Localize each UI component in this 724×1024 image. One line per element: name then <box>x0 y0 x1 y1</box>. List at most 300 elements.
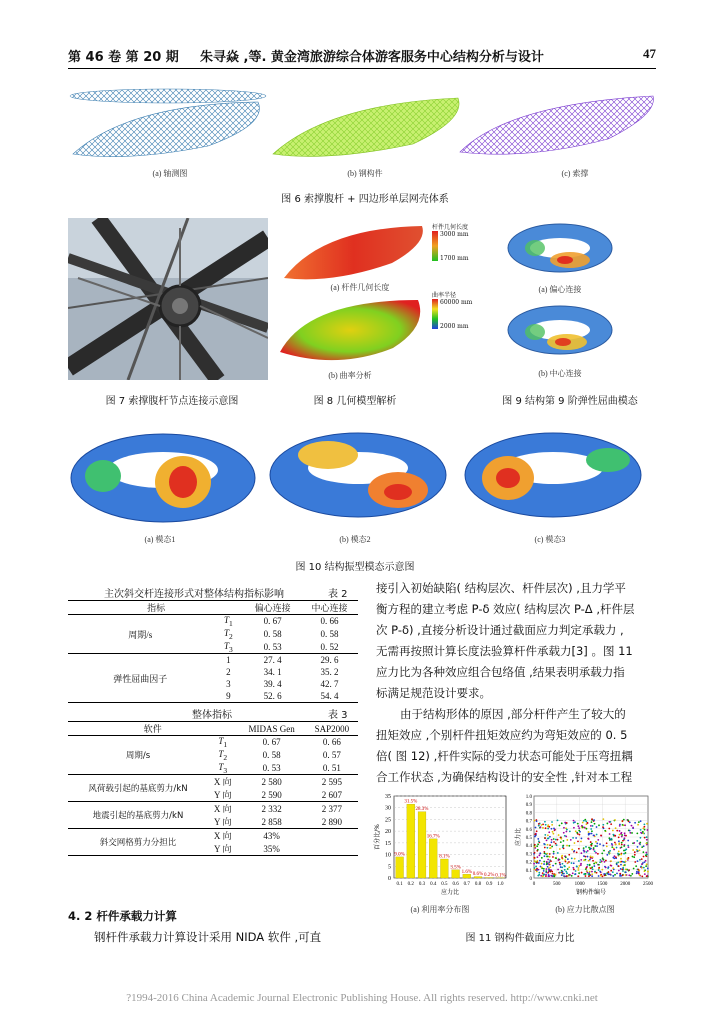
table-cell: 2 595 <box>321 776 342 787</box>
x-tick-label: 0.6 <box>452 882 459 887</box>
bar-data-label: 16.7% <box>426 834 440 840</box>
scatter-point <box>643 823 645 825</box>
scatter-point <box>577 875 579 877</box>
bar-data-label: 0.1% <box>495 873 506 879</box>
scatter-point <box>645 843 647 845</box>
scatter-point <box>622 874 624 876</box>
scatter-point <box>567 858 569 860</box>
scatter-point <box>572 867 574 869</box>
scatter-point <box>564 869 566 871</box>
scatter-point <box>642 831 644 833</box>
scatter-point <box>644 870 646 872</box>
scatter-point <box>623 819 625 821</box>
table-row <box>68 654 358 667</box>
scatter-point <box>593 863 595 865</box>
scatter-point <box>590 856 592 858</box>
figure-11 <box>372 790 656 910</box>
scatter-point <box>579 834 581 836</box>
y-tick-label: 0.1 <box>525 868 532 874</box>
scatter-point <box>596 834 598 836</box>
scatter-point <box>640 832 642 834</box>
scatter-point <box>618 840 620 842</box>
scatter-point <box>591 818 593 820</box>
scatter-point <box>620 868 622 870</box>
scatter-point <box>548 874 550 876</box>
table-row <box>68 802 358 816</box>
fig8a-legend-min: 1700 mm <box>440 255 469 262</box>
scatter-point <box>595 861 597 863</box>
scatter-point <box>580 852 582 854</box>
x-tick-label: 0.4 <box>430 882 437 887</box>
y-tick-label: 15 <box>385 840 391 847</box>
table-cell: 周期/s <box>125 751 151 762</box>
scatter-point <box>571 862 573 864</box>
scatter-point <box>631 832 633 834</box>
x-tick-label: 0.5 <box>441 882 448 887</box>
y-tick-label: 0.4 <box>525 844 532 850</box>
scatter-point <box>553 851 555 853</box>
scatter-point <box>598 824 600 826</box>
figure-6-images <box>68 84 656 164</box>
bar-data-label: 31.5% <box>404 799 418 805</box>
table2-header-central: 中心连接 <box>311 603 348 613</box>
row-key: 3 <box>226 679 231 690</box>
scatter-point <box>580 841 582 843</box>
scatter-point <box>539 852 541 854</box>
table2-label: 表 2 <box>328 589 348 600</box>
figure-8b <box>278 296 428 366</box>
scatter-point <box>590 841 592 843</box>
scatter-point <box>633 842 635 844</box>
scatter-point <box>592 860 594 862</box>
x-tick-label: 0.7 <box>463 882 470 887</box>
table-cell <box>212 666 244 678</box>
table-cell: 斜交网格剪力分担比 <box>99 838 177 849</box>
scatter-point <box>583 820 585 822</box>
y-tick-label: 0.6 <box>525 827 532 833</box>
scatter-point <box>551 828 553 830</box>
scatter-point <box>536 856 538 858</box>
row-key: Y 向 <box>214 817 232 828</box>
table3-header-midas: MIDAS Gen <box>248 723 295 734</box>
scatter-point <box>570 839 572 841</box>
scatter-point <box>545 872 547 874</box>
scatter-point <box>598 864 600 866</box>
table-cell: 2 590 <box>261 789 282 800</box>
vibration-modes <box>68 420 656 530</box>
table-cell: 2 332 <box>261 803 282 814</box>
table-cell <box>212 628 244 641</box>
scatter-point <box>538 840 540 842</box>
fig6-subcaption-a: (a) 轴测图 <box>152 169 188 178</box>
scatter-point <box>609 838 611 840</box>
scatter-point <box>549 847 551 849</box>
fig6-subcaption-c: (c) 索撑 <box>561 169 589 178</box>
table-cell <box>212 678 244 690</box>
x-tick-label: 1.0 <box>497 882 504 887</box>
table-cell <box>306 842 358 856</box>
bar <box>407 804 415 878</box>
table3-header-row <box>68 722 358 736</box>
table-row <box>68 829 358 843</box>
scatter-point <box>541 863 543 865</box>
scatter-point <box>584 827 586 829</box>
y-axis-label: 百分比/% <box>374 824 381 850</box>
scatter-point <box>591 821 593 823</box>
scatter-point <box>629 830 631 832</box>
scatter-point <box>543 861 545 863</box>
scatter-point <box>544 834 546 836</box>
scatter-point <box>628 874 630 876</box>
scatter-point <box>588 838 590 840</box>
scatter-point <box>576 832 578 834</box>
scatter-point <box>621 868 623 870</box>
scatter-point <box>627 819 629 821</box>
scatter-point <box>554 829 556 831</box>
scatter-point <box>537 843 539 845</box>
scatter-point <box>619 861 621 863</box>
scatter-point <box>578 827 580 829</box>
scatter-point <box>612 871 614 873</box>
fig8b-legend-title: 曲率半径 <box>432 292 457 299</box>
table-cell: 2 377 <box>321 803 342 814</box>
scatter-point <box>577 825 579 827</box>
paragraph-line: 由于结构形体的原因 ,部分杆件产生了较大的 <box>400 707 626 721</box>
scatter-point <box>546 840 548 842</box>
scatter-point <box>646 823 648 825</box>
scatter-point <box>579 831 581 833</box>
y-tick-label: 0.9 <box>525 803 532 809</box>
scatter-point <box>577 840 579 842</box>
scatter-point <box>543 863 545 865</box>
scatter-point <box>541 866 543 868</box>
scatter-point <box>624 834 626 836</box>
scatter-point <box>551 871 553 873</box>
scatter-point <box>593 834 595 836</box>
paragraph-line: 倍( 图 12) ,杆件实际的受力状态可能处于压弯扭耦 <box>376 749 633 763</box>
scatter-point <box>621 834 623 836</box>
scatter-point <box>586 822 588 824</box>
scatter-point <box>641 863 643 865</box>
paragraph-line: 标满足规范设计要求。 <box>376 686 491 700</box>
scatter-point <box>614 874 616 876</box>
scatter-point <box>628 869 630 871</box>
scatter-point <box>618 865 620 867</box>
scatter-point <box>621 844 623 846</box>
row-key: X 向 <box>213 831 232 842</box>
scatter-point <box>578 860 580 862</box>
table-cell: 27. 4 <box>263 655 282 666</box>
paragraph-line: 合工作状态 ,为确保结构设计的安全性 ,针对本工程 <box>376 770 633 784</box>
scatter-point <box>580 859 582 861</box>
scatter-point <box>547 828 549 830</box>
section-heading: 4. 2 杆件承载力计算 <box>68 909 177 923</box>
scatter-point <box>600 834 602 836</box>
bar <box>463 874 471 878</box>
scatter-point <box>622 824 624 826</box>
scatter-point <box>591 873 593 875</box>
paragraph-line: 次 P-δ) ,直接分析设计通过截面应力判定承载力 , <box>376 623 624 637</box>
bar <box>452 870 460 878</box>
scatter-point <box>561 857 563 859</box>
scatter-point <box>640 837 642 839</box>
scatter-point <box>603 859 605 861</box>
scatter-point <box>536 820 538 822</box>
scatter-point <box>569 874 571 876</box>
scatter-point <box>606 846 608 848</box>
y-tick-label: 0 <box>529 877 532 882</box>
table-cell <box>208 842 238 856</box>
scatter-point <box>553 841 555 843</box>
scatter-point <box>547 824 549 826</box>
scatter-point <box>568 845 570 847</box>
scatter-point <box>586 823 588 825</box>
scatter-point <box>561 822 563 824</box>
x-tick-label: 0 <box>532 882 536 887</box>
scatter-point <box>567 862 569 864</box>
right-paragraph-2 <box>376 704 658 788</box>
issue-label: 第 46 卷 第 20 期 <box>68 50 179 65</box>
scatter-point <box>538 862 540 864</box>
fig9-subcaption-a: (a) 偏心连接 <box>538 285 582 294</box>
scatter-point <box>616 863 618 865</box>
table-cell: 风荷载引起的基底剪力/kN <box>88 784 188 795</box>
scatter-point <box>534 844 536 846</box>
scatter-point <box>638 871 640 873</box>
figure-9b <box>505 300 615 360</box>
scatter-point <box>575 837 577 839</box>
scatter-point <box>621 836 623 838</box>
scatter-point <box>632 849 634 851</box>
scatter-point <box>631 873 633 875</box>
bar-data-label: 0.6% <box>472 872 484 878</box>
scatter-point <box>553 838 555 840</box>
scatter-point <box>600 875 602 877</box>
scatter-point <box>572 872 574 874</box>
scatter-point <box>575 830 577 832</box>
scatter-point <box>551 841 553 843</box>
fig11-subcaption-a: (a) 利用率分布图 <box>410 905 470 914</box>
scatter-point <box>645 852 647 854</box>
scatter-point <box>622 867 624 869</box>
bar <box>429 839 437 878</box>
scatter-point <box>619 830 621 832</box>
table3-label: 表 3 <box>328 710 348 721</box>
scatter-point <box>580 863 582 865</box>
scatter-point <box>534 820 536 822</box>
scatter-point <box>632 827 634 829</box>
steel-members-view <box>273 98 459 156</box>
scatter-point <box>623 845 625 847</box>
scatter-point <box>537 838 539 840</box>
scatter-point <box>533 857 535 859</box>
scatter-point <box>546 847 548 849</box>
curvature-contour <box>278 296 428 366</box>
table-cell <box>208 788 238 802</box>
y-tick-label: 35 <box>385 794 391 800</box>
scatter-point <box>608 828 610 830</box>
scatter-point <box>573 820 575 822</box>
stress-ratio-scatter-chart <box>514 790 654 900</box>
scatter-point <box>574 858 576 860</box>
table-cell: 0. 53 <box>262 762 281 773</box>
scatter-point <box>599 861 601 863</box>
scatter-point <box>569 830 571 832</box>
scatter-point <box>566 829 568 831</box>
scatter-point <box>588 873 590 875</box>
scatter-point <box>630 875 632 877</box>
scatter-point <box>571 857 573 859</box>
table-cell <box>208 815 238 829</box>
scatter-point <box>578 865 580 867</box>
table-cell: 0. 53 <box>263 641 282 652</box>
figure-6 <box>68 84 656 164</box>
scatter-point <box>566 845 568 847</box>
table-cell: 0. 58 <box>320 629 339 640</box>
fig8b-legend <box>432 290 482 334</box>
table2-header-metric: 指标 <box>147 603 166 613</box>
scatter-point <box>571 849 573 851</box>
member-length-contour <box>282 218 432 286</box>
table-cell: 2 607 <box>321 789 342 800</box>
scatter-point <box>588 875 590 877</box>
scatter-point <box>551 824 553 826</box>
fig8a-legend-max: 3000 mm <box>440 231 469 238</box>
scatter-point <box>628 846 630 848</box>
scatter-point <box>604 874 606 876</box>
bar-data-label: 8.1% <box>439 854 450 860</box>
scatter-point <box>622 820 624 822</box>
scatter-point <box>557 869 559 871</box>
y-tick-label: 30 <box>385 805 391 812</box>
scatter-point <box>538 872 540 874</box>
scatter-point <box>584 850 586 852</box>
scatter-point <box>534 846 536 848</box>
scatter-point <box>595 841 597 843</box>
scatter-point <box>542 872 544 874</box>
scatter-point <box>550 860 552 862</box>
scatter-point <box>614 855 616 857</box>
scatter-point <box>592 825 594 827</box>
scatter-point <box>634 861 636 863</box>
scatter-point <box>636 832 638 834</box>
scatter-point <box>586 870 588 872</box>
scatter-point <box>618 842 620 844</box>
scatter-point <box>597 839 599 841</box>
scatter-point <box>536 869 538 871</box>
y-tick-label: 0.5 <box>525 836 532 841</box>
paragraph-line: 无需再按照计算长度法验算杆件承载力[3] 。图 11 <box>376 644 633 658</box>
scatter-point <box>634 822 636 824</box>
scatter-point <box>640 866 642 868</box>
scatter-point <box>565 836 567 838</box>
scatter-point <box>549 856 551 858</box>
scatter-point <box>552 833 554 835</box>
scatter-point <box>590 848 592 850</box>
fig9-caption: 图 9 结构第 9 阶弹性屈曲模态 <box>502 396 638 407</box>
scatter-point <box>561 866 563 868</box>
row-key: Y 向 <box>214 844 232 855</box>
scatter-point <box>641 858 643 860</box>
scatter-point <box>552 873 554 875</box>
table-cell: 29. 6 <box>320 655 339 666</box>
scatter-point <box>577 823 579 825</box>
mode-2 <box>270 433 446 517</box>
table-cell: 0. 66 <box>320 616 339 627</box>
scatter-point <box>562 871 564 873</box>
scatter-point <box>603 845 605 847</box>
fig7-caption: 图 7 索撑腹杆节点连接示意图 <box>105 396 239 407</box>
scatter-point <box>618 850 620 852</box>
row-key-subscript: 3 <box>228 644 233 654</box>
table-cell: 2 890 <box>321 816 342 827</box>
table-cell: 52. 6 <box>263 691 282 702</box>
table2-header-row <box>68 601 358 615</box>
scatter-point <box>595 852 597 854</box>
scatter-point <box>638 869 640 871</box>
scatter-point <box>560 866 562 868</box>
scatter-point <box>641 846 643 848</box>
scatter-point <box>596 872 598 874</box>
scatter-point <box>645 865 647 867</box>
table-cell: 0. 67 <box>262 737 281 748</box>
mode-3 <box>465 433 641 517</box>
table2-header-eccentric: 偏心连接 <box>254 603 291 613</box>
scatter-point <box>549 866 551 868</box>
scatter-point <box>556 844 558 846</box>
row-key: Y 向 <box>214 790 232 801</box>
scatter-point <box>545 824 547 826</box>
scatter-point <box>621 842 623 844</box>
buckling-central <box>505 300 615 360</box>
scatter-point <box>633 856 635 858</box>
scatter-point <box>614 835 616 837</box>
x-tick-label: 0.8 <box>474 882 482 887</box>
y-tick-label: 10 <box>385 852 391 859</box>
scatter-point <box>594 850 596 852</box>
scatter-point <box>646 839 648 841</box>
axonometric-top-view <box>70 89 266 103</box>
scatter-point <box>634 854 636 856</box>
table3-header-software: 软件 <box>143 724 162 734</box>
scatter-point <box>565 856 567 858</box>
scatter-point <box>578 872 580 874</box>
scatter-point <box>586 828 588 830</box>
scatter-point <box>647 871 649 873</box>
scatter-point <box>622 870 624 872</box>
scatter-point <box>546 856 548 858</box>
scatter-point <box>637 860 639 862</box>
scatter-point <box>543 873 545 875</box>
scatter-point <box>621 832 623 834</box>
scatter-point <box>566 822 568 824</box>
scatter-point <box>541 824 543 826</box>
scatter-point <box>564 822 566 824</box>
scatter-point <box>585 859 587 861</box>
scatter-point <box>625 852 627 854</box>
scatter-point <box>590 825 592 827</box>
scatter-point <box>610 865 612 867</box>
scatter-point <box>546 853 548 855</box>
scatter-point <box>559 863 561 865</box>
scatter-point <box>536 860 538 862</box>
scatter-point <box>612 834 614 836</box>
fig6-subcaption-b: (b) 钢构件 <box>347 169 383 178</box>
scatter-point <box>602 818 604 820</box>
scatter-point <box>551 821 553 823</box>
scatter-point <box>546 863 548 865</box>
scatter-point <box>563 827 565 829</box>
